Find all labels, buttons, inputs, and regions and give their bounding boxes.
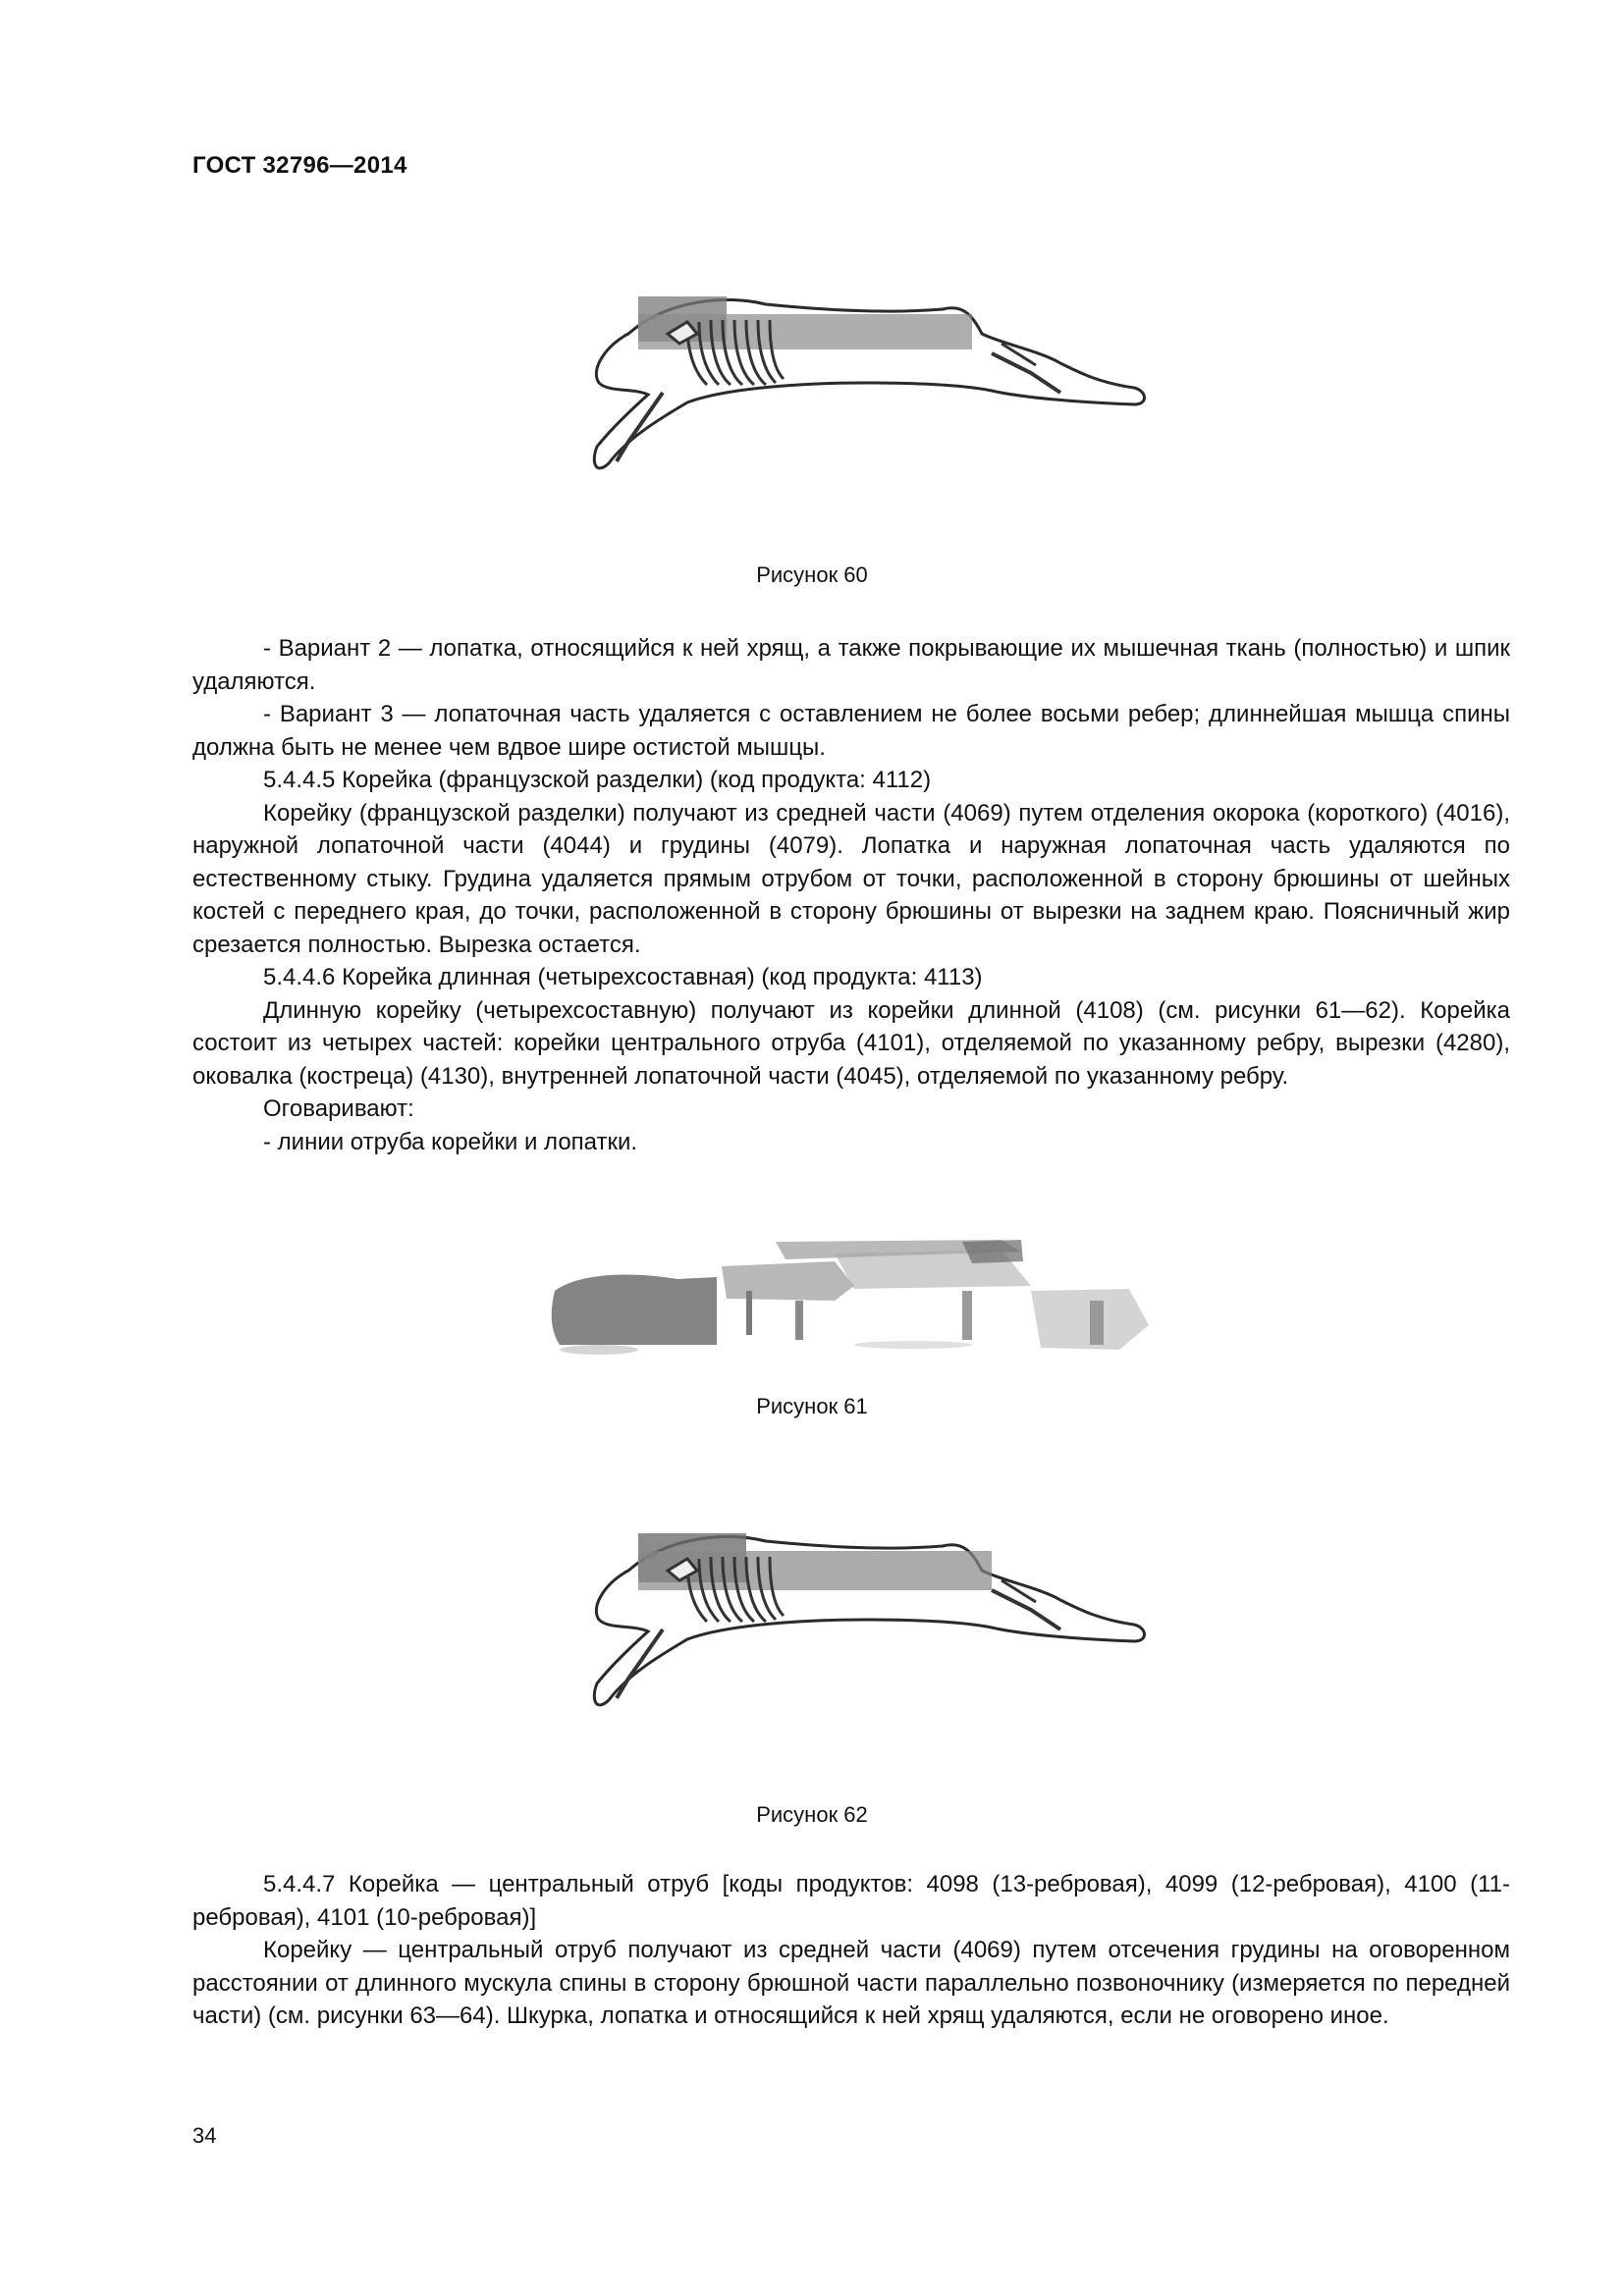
paragraph: Оговаривают:	[263, 1095, 414, 1122]
figure-60-carcass-illustration	[569, 275, 1159, 491]
figure-61-caption: Рисунок 61	[756, 1394, 868, 1418]
section-heading: 5.4.4.6 Корейка длинная (четырехсоставная) (код продукта: 4113)	[263, 964, 983, 990]
paragraph: Корейку — центральный отруб получают из средней части (4069) путем отсечения грудины на оговоренном расстоянии от длинного мускула спины в сторону брюшной части параллельно позвоночнику (измеряется по передней части) (см. рисунки 63—64). Шкурка, лопатка и относящийся к ней хрящ удаляются, если не оговорено иное.	[192, 1937, 1510, 2029]
figure-62-carcass-illustration	[569, 1512, 1159, 1728]
paragraph: - линии отруба корейки и лопатки.	[263, 1128, 638, 1155]
body-text-block-2	[192, 1868, 1510, 2033]
figure-61-loin-cut-photo	[540, 1232, 1178, 1369]
section-heading: 5.4.4.5 Корейка (французской разделки) (код продукта: 4112)	[263, 767, 932, 793]
page-number: 34	[192, 2123, 217, 2148]
paragraph: - Вариант 2 — лопатка, относящийся к ней хрящ, а также покрывающие их мышечная ткань (полностью) и шпик удаляются.	[192, 635, 1510, 695]
paragraph: Длинную корейку (четырехсоставную) получают из корейки длинной (4108) (см. рисунки 61—62). Корейка состоит из четырех частей: корейки центрального отруба (4101), отделяемой по указанному ребру, вырезки (4280), оковалка (кострецa) (4130), внутренней лопаточной части (4045), отделяемой по указанному ребру.	[192, 996, 1510, 1090]
figure-62-caption: Рисунок 62	[756, 1802, 868, 1827]
document-header: ГОСТ 32796—2014	[192, 152, 407, 179]
body-text-block-1	[192, 632, 1510, 1158]
paragraph: Корейку (французской разделки) получают из средней части (4069) путем отделения окорока (короткого) (4016), наружной лопаточной части (4044) и грудины (4079). Лопатка и наружная лопаточная часть удаляются по естественному стыку. Грудина удаляется прямым отрубом от точки, расположенной в сторону брюшины от шейных костей с переднего края, до точки, расположенной в сторону брюшины от вырезки на заднем краю. Поясничный жир срезается полностью. Вырезка остается.	[192, 799, 1510, 958]
paragraph: - Вариант 3 — лопаточная часть удаляется с оставлением не более восьми ребер; длиннейшая мышца спины должна быть не менее чем вдвое шире остистой мышцы.	[192, 701, 1510, 761]
section-heading: 5.4.4.7 Корейка — центральный отруб [коды продуктов: 4098 (13-ребровая), 4099 (12-ребровая), 4100 (11-ребровая), 4101 (10-ребровая)]	[192, 1871, 1510, 1931]
figure-60-caption: Рисунок 60	[756, 562, 868, 587]
